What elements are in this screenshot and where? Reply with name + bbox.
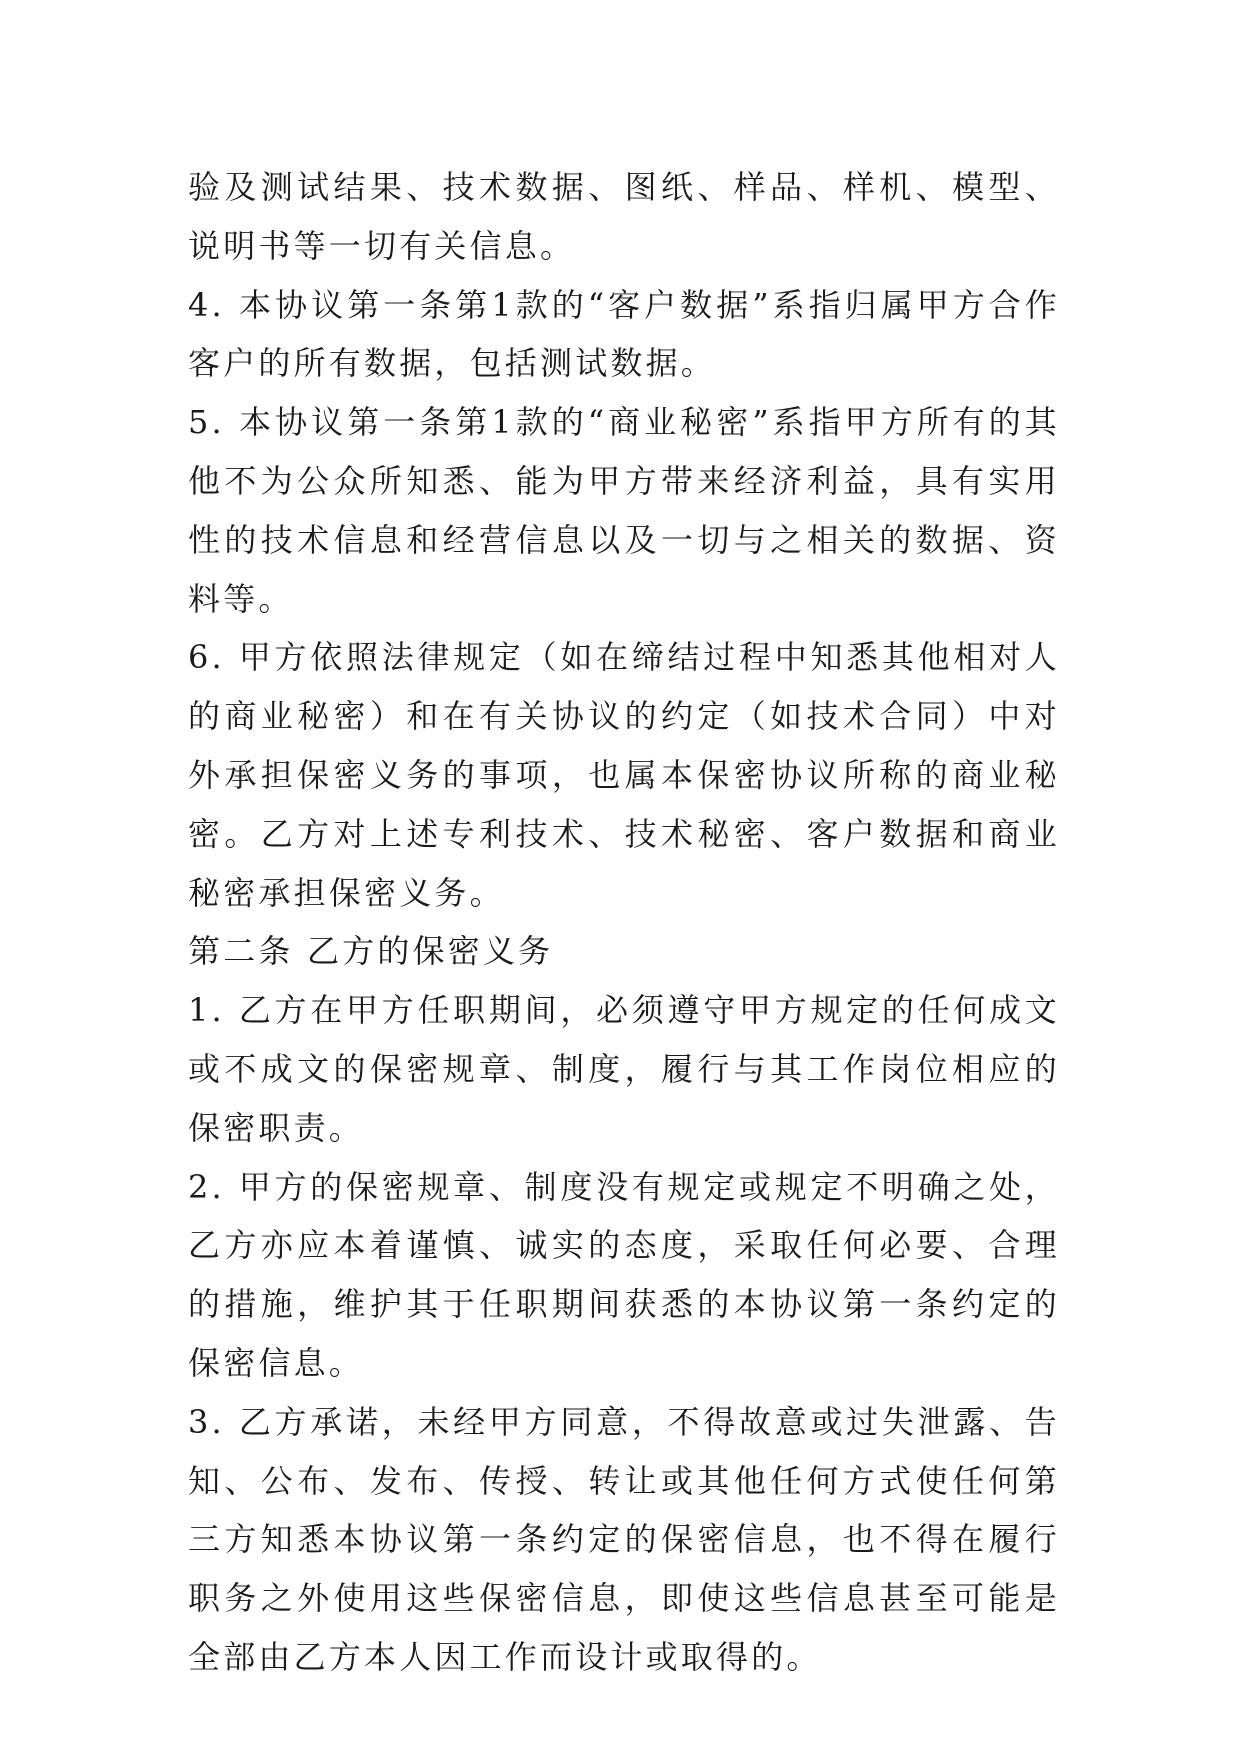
document-body — [188, 158, 1060, 1687]
paragraph-article-2-clause-1: 1. 乙方在甲方任职期间，必须遵守甲方规定的任何成文或不成文的保密规章、制度，履行与其工作岗位相应的保密职责。 — [188, 991, 1060, 1147]
paragraph-clause-5: 5. 本协议第一条第1款的“商业秘密”系指甲方所有的其他不为公众所知悉、能为甲方带来经济利益，具有实用性的技术信息和经营信息以及一切与之相关的数据、资料等。 — [188, 403, 1060, 618]
paragraph-article-2-clause-3: 3. 乙方承诺，未经甲方同意，不得故意或过失泄露、告知、公布、发布、传授、转让或其他任何方式使任何第三方知悉本协议第一条约定的保密信息，也不得在履行职务之外使用这些保密信息，即使这些信息甚至可能是全部由乙方本人因工作而设计或取得的。 — [188, 1402, 1060, 1676]
paragraph-clause-6: 6. 甲方依照法律规定（如在缔结过程中知悉其他相对人的商业秘密）和在有关协议的约定（如技术合同）中对外承担保密义务的事项，也属本保密协议所称的商业秘密。乙方对上述专利技术、技术秘密、客户数据和商业秘密承担保密义务。 — [188, 638, 1060, 912]
paragraph-article-2-clause-2: 2. 甲方的保密规章、制度没有规定或规定不明确之处，乙方亦应本着谨慎、诚实的态度，采取任何必要、合理的措施，维护其于任职期间获悉的本协议第一条约定的保密信息。 — [188, 1167, 1060, 1382]
paragraph-clause-4: 4. 本协议第一条第1款的“客户数据”系指归属甲方合作客户的所有数据，包括测试数据。 — [188, 285, 1060, 383]
paragraph-continuation: 验及测试结果、技术数据、图纸、样品、样机、模型、说明书等一切有关信息。 — [188, 168, 1060, 265]
section-heading-article-2: 第二条 乙方的保密义务 — [188, 932, 554, 971]
